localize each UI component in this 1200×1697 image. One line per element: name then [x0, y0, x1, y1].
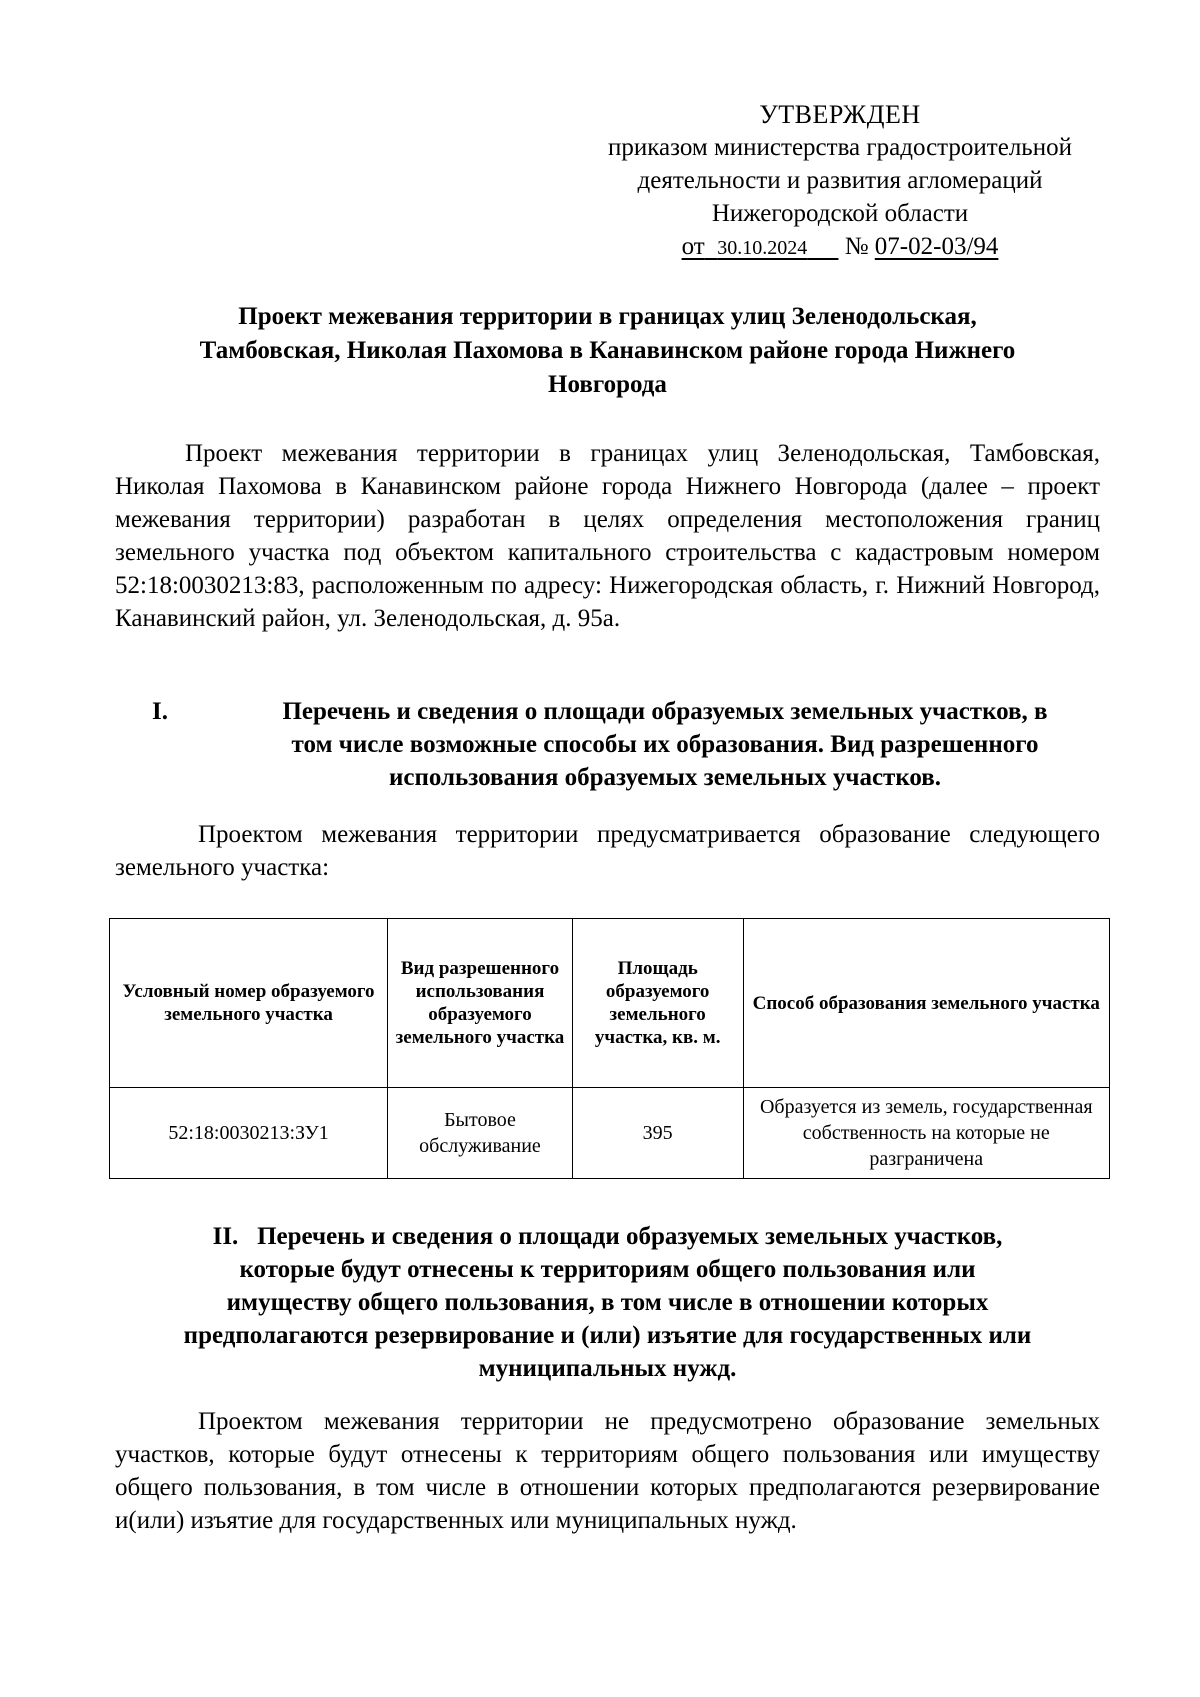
approval-date — [682, 233, 839, 260]
section-2-number: II. — [212, 1223, 239, 1250]
table-cell: 52:18:0030213:ЗУ1 — [110, 1088, 388, 1179]
table-cell: Бытовое обслуживание — [388, 1088, 573, 1179]
section-2-heading — [115, 1220, 1100, 1385]
section-1-number: I. — [152, 698, 168, 725]
number-sign: № — [844, 233, 869, 260]
table-header-cell: Вид разрешенного использования образуемого земельного участка — [388, 919, 573, 1088]
section-1-title-line-1: Перечень и сведения о площади образуемых земельных участков, в — [282, 698, 1048, 725]
table-header-cell: Площадь образуемого земельного участка, кв. м. — [572, 919, 743, 1088]
section-2-title-line-1-text: Перечень и сведения о площади образуемых земельных участков, — [257, 1223, 1003, 1250]
title-line-2: Тамбовская, Николая Пахомова в Канавинском районе города Нижнего — [199, 337, 1016, 364]
approval-number: 07-02-03/94 — [874, 233, 999, 260]
table-header-cell: Способ образования земельного участка — [743, 919, 1109, 1088]
section-1-text: Проектом межевания территории предусматривается образование следующего земельного участка: — [115, 821, 1100, 881]
section-2-title-line-1 — [115, 1220, 1100, 1253]
title-line-3: Новгорода — [548, 371, 667, 398]
section-2-title-line-2: которые будут отнесены к территориям общего пользования или — [239, 1256, 976, 1283]
table-row — [110, 1088, 1110, 1179]
approval-block — [560, 98, 1120, 265]
approval-line-3: Нижегородской области — [711, 200, 969, 227]
table-cell: 395 — [572, 1088, 743, 1179]
section-2-text: Проектом межевания территории не предусмотрено образование земельных участков, которые будут отнесены к территориям общего пользования или имуществу общего пользования, в том числе в отношении которых предполагаются резервирование и(или) изъятие для государственных или муниципальных нужд. — [115, 1408, 1100, 1534]
approval-line-2: деятельности и развития агломераций — [637, 167, 1043, 194]
section-1-title-line-3: использования образуемых земельных участков. — [388, 764, 942, 791]
section-1-title — [230, 695, 1100, 794]
document-title — [130, 300, 1085, 402]
date-value: 30.10.2024 — [717, 237, 808, 259]
title-line-1: Проект межевания территории в границах улиц Зеленодольская, — [238, 303, 977, 330]
table-cell: Образуется из земель, государственная собственность на которые не разграничена — [743, 1088, 1109, 1179]
table-header-row — [110, 919, 1110, 1088]
section-1-title-line-2: том числе возможные способы их образования. Вид разрешенного — [291, 731, 1039, 758]
date-prefix: от — [681, 233, 705, 260]
approval-line-1: приказом министерства градостроительной — [608, 134, 1072, 161]
land-plots-table — [109, 918, 1110, 1179]
approval-title: УТВЕРЖДЕН — [759, 100, 921, 129]
table-header-cell: Условный номер образуемого земельного участка — [110, 919, 388, 1088]
section-2-title-line-4: предполагаются резервирование и (или) изъятие для государственных или — [183, 1322, 1032, 1349]
approval-date-line — [560, 230, 1120, 265]
section-2-title-line-3: имуществу общего пользования, в том числе в отношении которых — [226, 1289, 989, 1316]
intro-paragraph: Проект межевания территории в границах улиц Зеленодольская, Тамбовская, Николая Пахомова в Канавинском районе города Нижнего Новгорода (далее – проект межевания территории) разработан в целях определения местоположения границ земельного участка под объектом капитального строительства с кадастровым номером 52:18:0030213:83, расположенным по адресу: Нижегородская область, г. Нижний Новгород, Канавинский район, ул. Зеленодольская, д. 95а. — [115, 440, 1100, 632]
section-2-title-line-5: муниципальных нужд. — [478, 1355, 737, 1382]
